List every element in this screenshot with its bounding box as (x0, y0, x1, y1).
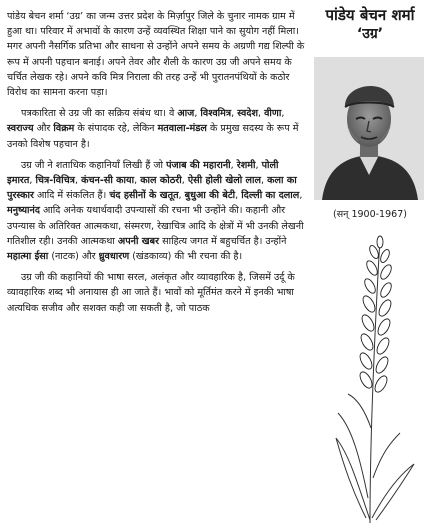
bold-title: रेशमी (236, 159, 256, 171)
text-segment: (खंडकाव्य) की भी रचना की है। (129, 251, 243, 263)
text-segment: , (181, 175, 188, 187)
text-segment: आदि में संकलित हैं। (33, 190, 110, 202)
text-segment: उग्र जी की कहानियों की भाषा सरल, अलंकृत और व्यावहारिक है, जिसमें उर्दू के व्यावहारिक शब्द भी अनायास ही आ जाते हैं। भावों को मूर्तिमंत करने में इनकी भाषा अत्यधिक सजीव और सशक्त कही जा सकती है, जो पाठक (7, 272, 295, 314)
text-segment: आदि अनेक यथार्थवादी उपन्यासों की रचना भी उन्होंने की। कहानी और उपन्यास के अतिरिक्त आत्मकथा, संस्मरण, रेखाचित्र आदि के क्षेत्रों में भी उनकी लेखनी गतिशील रही। उनकी आत्मकथा (7, 205, 304, 247)
bold-title: चित्र-विचित्र (35, 175, 75, 187)
text-segment: , (134, 175, 141, 187)
bold-title: चंद हसीनों के खतूत (109, 190, 179, 202)
paragraph (7, 106, 307, 152)
text-segment: , (255, 159, 262, 171)
text-segment: पत्रकारिता से उग्र जी का सक्रिय संबंध था। वे (21, 108, 178, 120)
bold-title: कला का पुरस्कार (7, 175, 297, 202)
bold-title: ध्रुवधारण (98, 251, 130, 263)
bold-title: ऐसी होली खेलो लाल (187, 175, 262, 187)
text-segment: , (194, 108, 201, 120)
bold-title: कंचन-सी काया (81, 175, 135, 187)
bold-title: आज (177, 108, 195, 120)
bold-title: अपनी खबर (117, 235, 160, 247)
paragraph (7, 9, 307, 100)
bold-title: विक्रम (53, 123, 75, 135)
bold-title: पंजाब की महारानी (166, 159, 231, 171)
biography-text (7, 9, 307, 322)
bold-title: दिल्ली का दलाल (241, 190, 300, 202)
text-segment: , (178, 190, 185, 202)
author-lifespan: (सन् 1900-1967) (333, 209, 407, 220)
text-segment: उग्र जी ने शताधिक कहानियाँ लिखी हैं जो (21, 159, 167, 171)
text-segment: , (29, 175, 36, 187)
text-segment: और (33, 123, 54, 135)
text-segment: , (74, 175, 82, 187)
bold-title: काल कोठरी (140, 175, 182, 187)
bold-title: स्वदेश (237, 108, 258, 120)
author-name: पांडेय बेचन शर्मा (325, 6, 415, 24)
paragraph (7, 270, 307, 316)
text-segment: (नाटक) और (48, 251, 99, 263)
bold-title: मनुष्यानंद (7, 205, 40, 217)
text-segment: साहित्य जगत में बहुचर्चित है। उन्होंने (159, 235, 287, 247)
text-segment: के संपादक रहे, लेकिन (74, 123, 158, 135)
bold-title: मतवाला-मंडल (157, 123, 207, 135)
text-segment: , (261, 175, 268, 187)
plant-illustration (308, 228, 428, 525)
text-segment: के प्रमुख सदस्य के रूप में उनको विशेष पहचान है। (7, 123, 299, 150)
bold-title: स्वराज्य (7, 123, 34, 135)
author-portrait (314, 57, 424, 200)
text-segment: , (281, 108, 285, 120)
bold-title: विश्वमित्र (200, 108, 232, 120)
text-segment: , (235, 190, 242, 202)
bold-title: बुधुआ की बेटी (184, 190, 236, 202)
bold-title: वीणा (264, 108, 282, 120)
text-segment: पांडेय बेचन शर्मा ‘उग्र’ का जन्म उत्तर प्रदेश के मिर्ज़ापुर जिले के चुनार नामक ग्राम में हुआ था। परिवार में अभावों के कारण उन्हें व्यवस्थित शिक्षा पाने का सुयोग नहीं मिला। मगर अपनी नैसर्गिक प्रतिभा और साधना से उन्होंने अपने समय के अग्रणी गद्य शिल्पी के रूप में अपनी पहचान बनाई। अपने तेवर और शैली के कारण उग्र जी अपने समय के चर्चित लेखक रहे। अपने कवि मित्र निराला की तरह उन्हें भी पुरातनपंथियों के कठोर विरोध का सामना करना पड़ा। (7, 11, 305, 99)
bold-title: पोली इमारत (7, 159, 279, 187)
author-sidebar (308, 0, 428, 525)
text-segment: , (257, 108, 265, 120)
bold-title: महात्मा ईसा (7, 251, 49, 263)
author-pen-name: ‘उग्र’ (356, 26, 384, 42)
text-segment: , (231, 108, 238, 120)
text-segment: , (299, 190, 303, 202)
paragraph (7, 158, 307, 264)
text-segment: , (230, 159, 237, 171)
